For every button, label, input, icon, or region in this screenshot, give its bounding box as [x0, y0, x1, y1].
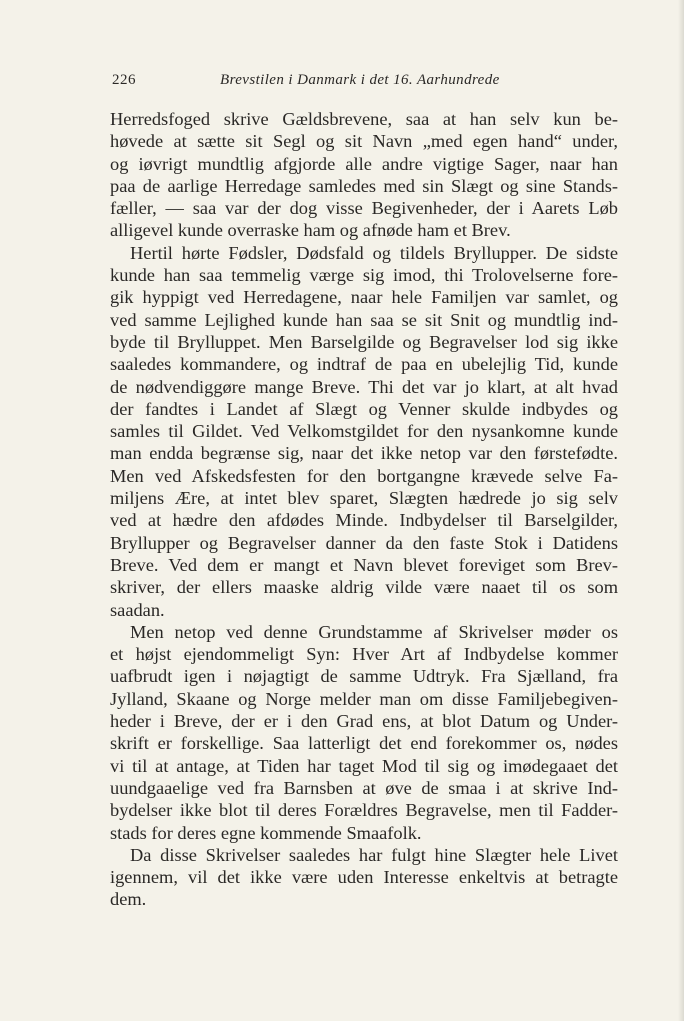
text-line: byde til Brylluppet. Men Barselgilde og Begravelser lod sig ikke [110, 331, 618, 352]
text-line: vi til at antage, at Tiden har taget Mod til sig og imødegaaet det [110, 755, 618, 776]
text-line: fæller, — saa var der dog visse Begivenheder, der i Aarets Løb [110, 198, 618, 219]
page-number: 226 [112, 72, 136, 88]
text-line: Men ved Afskedsfesten for den bortgangne krævede selve Fa- [110, 465, 618, 486]
text-line: skriver, der ellers maaske aldrig vilde være naaet til os som [110, 577, 618, 598]
text-line: stads for deres egne kommende Smaafolk. [110, 822, 422, 843]
text-line: saaledes kommandere, og indtraf de paa en ubelejlig Tid, kunde [110, 354, 618, 375]
running-header [112, 72, 616, 94]
text-line: kunde han saa temmelig værge sig imod, thi Trolovelserne fore- [110, 265, 618, 286]
text-line: Breve. Ved dem er mangt et Navn blevet foreviget som Brev- [110, 554, 618, 575]
text-line: Bryllupper og Begravelser danner da den faste Stok i Datidens [110, 532, 618, 553]
text-line: der fandtes i Landet af Slægt og Venner skulde indbydes og [110, 398, 618, 419]
text-line: gik hyppigt ved Herredagene, naar hele Familjen var samlet, og [110, 287, 618, 308]
body-text [110, 108, 618, 911]
text-line: høvede at sætte sit Segl og sit Navn „med egen hand“ under, [110, 131, 618, 152]
text-line: Da disse Skrivelser saaledes har fulgt hine Slægter hele Livet [130, 844, 618, 865]
text-line: samles til Gildet. Ved Velkomstgildet for den nysankomne kunde [110, 421, 618, 442]
text-line: miljens Ære, at intet blev sparet, Slægten hædrede jo sig selv [110, 488, 618, 509]
text-line: uafbrudt igen i nøjagtigt de samme Udtryk. Fra Sjælland, fra [110, 666, 618, 687]
text-line: bydelser ikke blot til deres Forældres Begravelse, men til Fadder- [110, 800, 618, 821]
text-line: ved samme Lejlighed kunde han saa se sit Snit og mundtlig ind- [110, 309, 618, 330]
text-line: uundgaaelige ved fra Barnsben at øve de smaa i at skrive Ind- [110, 777, 618, 798]
text-line: Hertil hørte Fødsler, Dødsfald og tildels Bryllupper. De sidste [130, 242, 618, 263]
page-edge-shadow [678, 0, 684, 1021]
text-line: paa de aarlige Herredage samledes med sin Slægt og sine Stands- [110, 175, 618, 196]
text-line: heder i Breve, der er i den Grad ens, at blot Datum og Under- [110, 711, 618, 732]
text-line: og iøvrigt mundtlig afgjorde alle andre vigtige Sager, naar han [110, 153, 618, 174]
text-line: Herredsfoged skrive Gældsbrevene, saa at han selv kun be- [110, 109, 618, 129]
text-line: skrift er forskellige. Saa latterligt det end forekommer os, nødes [110, 733, 618, 754]
text-line: ved at hædre den afdødes Minde. Indbydelser til Barselgilder, [110, 510, 618, 531]
text-line: Men netop ved denne Grundstamme af Skrivelser møder os [130, 621, 618, 642]
text-line: dem. [110, 889, 147, 910]
text-line: saadan. [110, 599, 165, 620]
text-line: igennem, vil det ikke være uden Interesse enkeltvis at betragte [110, 867, 618, 888]
text-line: man endda begrænse sig, naar det ikke netop var den førstefødte. [110, 443, 618, 464]
running-title: Brevstilen i Danmark i det 16. Aarhundrede [220, 72, 500, 88]
text-line: alligevel kunde overraske ham og afnøde ham et Brev. [110, 220, 511, 241]
text-line: Jylland, Skaane og Norge melder man om disse Familjebegiven- [110, 688, 618, 709]
text-line: et højst ejendommeligt Syn: Hver Art af Indbydelse kommer [110, 644, 618, 665]
text-line: de nødvendiggøre mange Breve. Thi det var jo klart, at alt hvad [110, 376, 618, 397]
